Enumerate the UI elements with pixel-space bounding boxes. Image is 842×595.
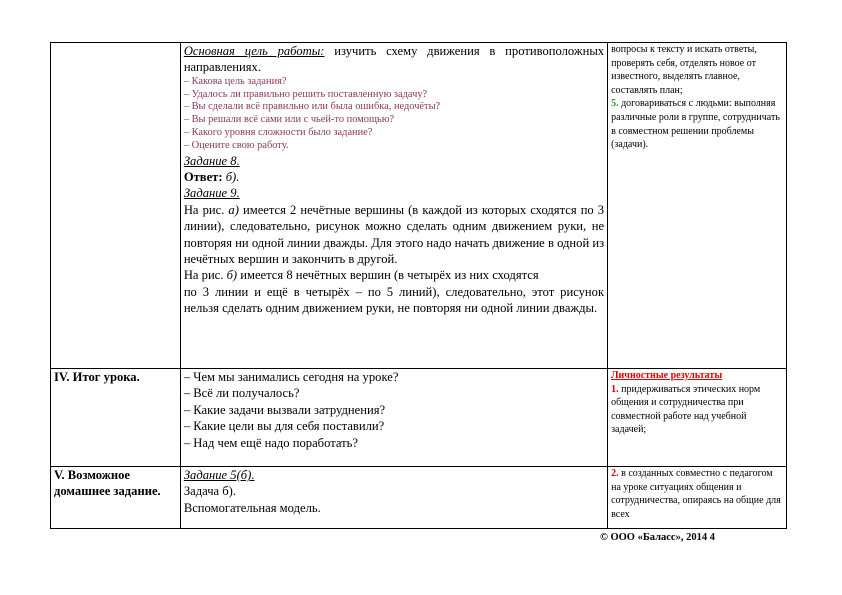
question-item: – Какова цель задания? <box>183 75 287 87</box>
goal-text: изучить схему движения в противоположных направлениях. <box>183 44 605 75</box>
homework-task: Задание 5(б). <box>183 468 255 482</box>
question-item: – Какого уровня сложности было задание? <box>183 127 373 138</box>
side-text: вопросы к тексту и искать ответы, проверять себя, отделять новое от известного, выделять главное, составлять план; <box>611 44 757 96</box>
content-cell <box>180 43 607 369</box>
para-b-figure: б) <box>226 268 238 283</box>
results-title: Личностные результаты <box>611 370 723 381</box>
figure-b-paragraph: по 3 линии и ещё в четырёх – по 5 линий), следовательно, этот рисунок нельзя сделать одним движением руки, не повторяя ни одной линии дважды. <box>183 284 605 316</box>
table-row <box>51 43 787 369</box>
task-8-heading: Задание 8. <box>183 153 240 168</box>
task-9-heading: Задание 9. <box>183 186 240 201</box>
para-a-text: имеется 2 нечётные вершины (в каждой из которых сходятся по 3 линии), следовательно, рисунок можно сделать одним движением руки, не повторяя ни одной линии дважды. Для этого надо начать движение в одной из нечётных вершин и закончить в другой. <box>183 202 605 267</box>
goal-paragraph <box>184 43 604 76</box>
summary-item: – Какие цели вы для себя поставили? <box>183 419 385 434</box>
question-item: – Вы сделали всё правильно или была ошибка, недочёты? <box>183 101 441 113</box>
side-item-text: договариваться с людьми: выполняя различные роли в группе, сотрудничать в совместном решении проблемы (задачи). <box>611 98 780 151</box>
content-cell <box>180 369 607 467</box>
side-item-text: придерживаться этических норм общения и сотрудничества при совместной работе над учебной задачей; <box>611 383 761 436</box>
goal-label: Основная цель работы: <box>183 44 325 58</box>
table-row <box>51 369 787 467</box>
summary-item: – Всё ли получалось? <box>183 386 300 401</box>
stage-cell: IV. Итог урока. <box>51 369 181 467</box>
question-item: – Оцените свою работу. <box>183 139 289 151</box>
question-item: – Удалось ли правильно решить поставленную задачу? <box>183 88 428 100</box>
summary-item: – Чем мы занимались сегодня на уроке? <box>183 370 399 384</box>
side-item-text: в созданных совместно с педагогом на уроке ситуациях общения и сотрудничества, опираясь на общие для всех <box>611 468 781 520</box>
side-item <box>611 383 783 437</box>
side-item-number: 1. <box>611 383 619 395</box>
homework-line: Задача б). <box>183 484 237 499</box>
results-cell <box>608 467 787 529</box>
results-cell <box>608 369 787 467</box>
stage-cell: V. Возможное домашнее задание. <box>51 467 181 529</box>
para-b-text-1: имеется 8 нечётных вершин (в четырёх из них сходятся <box>237 268 539 283</box>
side-item <box>611 467 783 521</box>
side-item-number: 2. <box>611 468 619 479</box>
answer-line <box>184 169 604 185</box>
figure-a-paragraph <box>184 202 604 268</box>
homework-line: Вспомогательная модель. <box>183 500 321 515</box>
content-cell <box>180 467 607 529</box>
summary-item: – Какие задачи вызвали затруднения? <box>183 402 386 417</box>
side-item <box>611 97 783 151</box>
side-item-number: 5. <box>611 98 619 110</box>
lesson-table <box>50 42 787 529</box>
question-item: – Вы решали всё сами или с чьей-то помощью? <box>183 114 395 126</box>
para-b-prefix: На рис. <box>183 268 227 283</box>
figure-b-line <box>184 267 604 283</box>
stage-cell <box>51 43 181 369</box>
page-footer: © ООО «Баласс», 2014 4 <box>600 532 715 543</box>
answer-value: б). <box>222 170 240 184</box>
results-cell <box>608 43 787 369</box>
para-a-figure: а) <box>228 202 239 217</box>
para-a-prefix: На рис. <box>183 202 229 217</box>
reflection-questions <box>184 76 604 153</box>
answer-label: Ответ: <box>183 170 223 184</box>
summary-item: – Над чем ещё надо поработать? <box>183 435 358 450</box>
table-row <box>51 467 787 529</box>
